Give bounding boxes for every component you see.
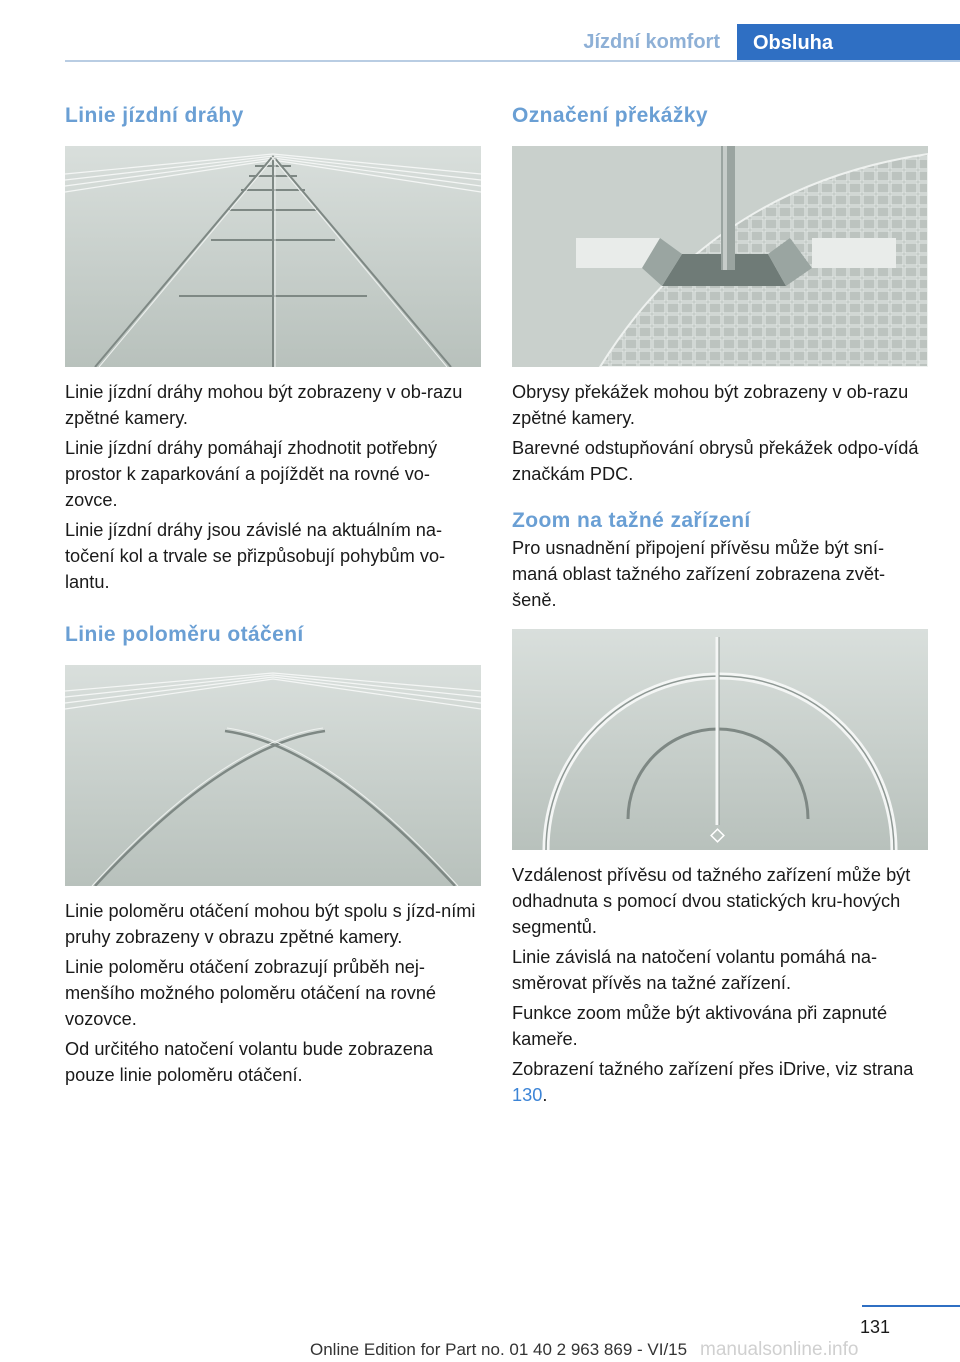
watermark: manualsonline.info <box>700 1339 859 1360</box>
figure-obstacle-marking <box>512 146 928 367</box>
paragraph: Linie jízdní dráhy pomáhají zhodnotit potřebný prostor k zaparkování a pojíždět na rovné vo-zovce. <box>65 438 438 510</box>
paragraph <box>512 1056 928 1108</box>
paragraph: Obrysy překážek mohou být zobrazeny v ob-razu zpětné kamery. <box>512 382 909 428</box>
lane-lines-illustration <box>65 146 481 367</box>
figure-hitch-zoom <box>512 629 928 850</box>
section-title-hitch-zoom: Zoom na tažné zařízení <box>512 509 751 532</box>
header-section-tab: Jízdní komfort <box>583 31 720 53</box>
left-column <box>65 100 481 1088</box>
right-column <box>512 100 928 1108</box>
paragraph-text: Zobrazení tažného zařízení přes iDrive, viz strana <box>512 1059 914 1079</box>
paragraph: Linie jízdní dráhy jsou závislé na aktuálním na-točení kol a trvale se přizpůsobují pohybům vo-lantu. <box>65 520 446 592</box>
obstacle-marking-illustration <box>512 146 928 367</box>
paragraph: Vzdálenost přívěsu od tažného zařízení může být odhadnuta s pomocí dvou statických kru-hových segmentů. <box>512 865 911 937</box>
paragraph: Linie jízdní dráhy mohou být zobrazeny v ob-razu zpětné kamery. <box>65 382 463 428</box>
paragraph: Funkce zoom může být aktivována při zapnuté kameře. <box>512 1003 888 1049</box>
page-number: 131 <box>860 1317 891 1337</box>
paragraph: Linie poloměru otáčení mohou být spolu s jízd-ními pruhy zobrazeny v obrazu zpětné kamery. <box>65 901 476 947</box>
paragraph: Linie závislá na natočení volantu pomáhá na-směrovat přívěs na tažné zařízení. <box>512 947 878 993</box>
page-reference-link[interactable]: 130 <box>512 1085 543 1105</box>
paragraph-end: . <box>542 1085 548 1105</box>
footer-edition: Online Edition for Part no. 01 40 2 963 869 - VI/15 <box>310 1340 688 1359</box>
turning-radius-illustration <box>65 665 481 886</box>
paragraph: Pro usnadnění připojení přívěsu může být sní-maná oblast tažného zařízení zobrazena zvět-šeně. <box>512 538 886 610</box>
figure-turning-radius <box>65 665 481 886</box>
paragraph: Od určitého natočení volantu bude zobrazena pouze linie poloměru otáčení. <box>65 1039 434 1085</box>
section-title-obstacle-marking: Označení překážky <box>512 104 708 127</box>
section-title-turning-radius: Linie poloměru otáčení <box>65 623 304 646</box>
hitch-zoom-illustration <box>512 629 928 850</box>
header-rule <box>65 60 960 62</box>
footer-rule <box>862 1305 960 1307</box>
header-chapter-tab: Obsluha <box>737 24 960 62</box>
paragraph: Linie poloměru otáčení zobrazují průběh nej-menšího možného poloměru otáčení na rovné vozovce. <box>65 957 437 1029</box>
paragraph: Barevné odstupňování obrysů překážek odpo-vídá značkám PDC. <box>512 438 919 484</box>
section-title-lane-lines: Linie jízdní dráhy <box>65 104 244 127</box>
figure-lane-lines <box>65 146 481 367</box>
